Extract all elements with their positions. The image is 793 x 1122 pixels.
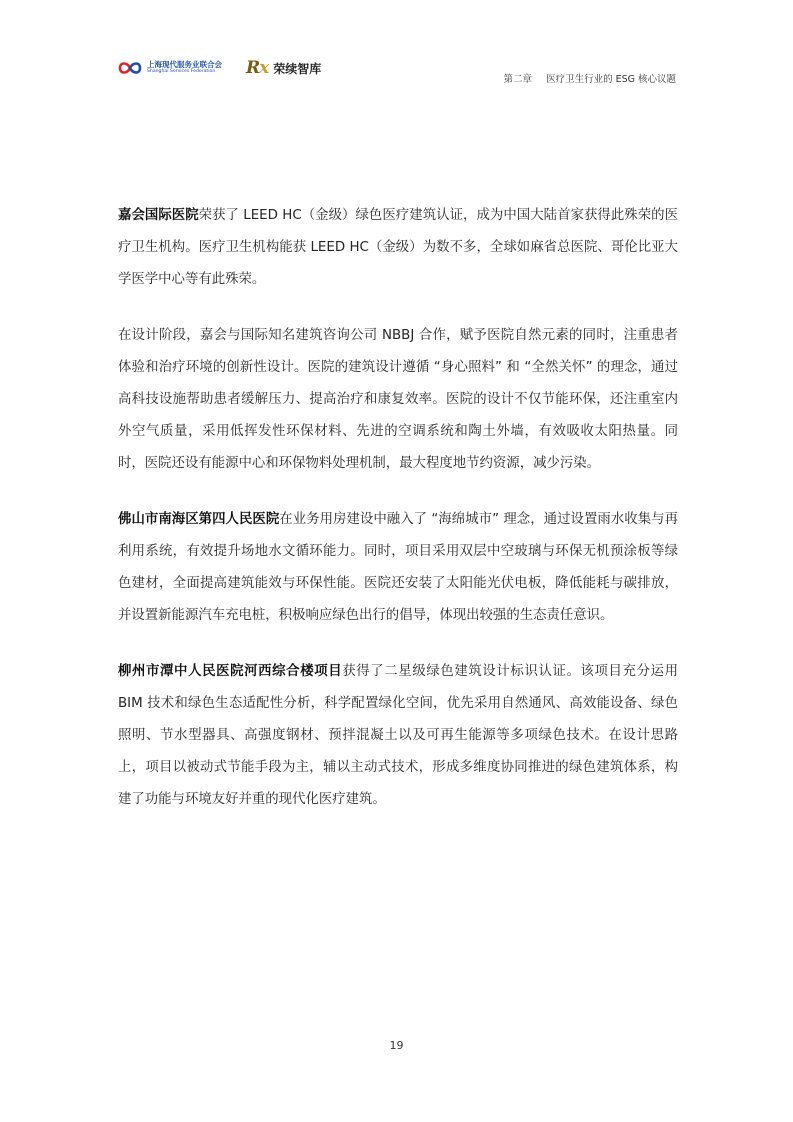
paragraph-liuzhou: [118, 656, 678, 816]
paragraph-design: [118, 320, 678, 480]
paragraph-body: 荣获了 LEED HC（金级）绿色医疗建筑认证，成为中国大陆首家获得此殊荣的医疗卫生机构。医疗卫生机构能获 LEED HC（金级）为数不多，全球如麻省总医院、哥伦比亚大学医学中心等有此殊荣。: [118, 208, 678, 287]
ssf-logo: [118, 60, 222, 76]
org-name-en: Shanghai Services Federation: [147, 68, 216, 74]
chapter-title: 医疗卫生行业的 ESG 核心议题: [546, 74, 676, 85]
rx-monogram-icon: [246, 60, 268, 77]
chapter-number: 第二章: [503, 74, 533, 85]
paragraph-lead: 柳州市潭中人民医院河西综合楼项目: [118, 664, 343, 679]
brand-name: 荣续智库: [273, 62, 322, 76]
paragraph-lead: 嘉会国际医院: [118, 208, 199, 223]
page-number: 19: [389, 1039, 404, 1052]
paragraph-body: 获得了二星级绿色建筑设计标识认证。该项目充分运用 BIM 技术和绿色生态适配性分析，科学配置绿化空间，优先采用自然通风、高效能设备、绿色照明、节水型器具、高强度钢材、预拌混凝土以及可再生能源等多项绿色技术。在设计思路上，项目以被动式节能手段为主，辅以主动式技术，形成多维度协同推进的绿色建筑体系，构建了功能与环境友好并重的现代化医疗建筑。: [118, 664, 678, 807]
org-name-cn: 上海现代服务业联合会: [147, 60, 222, 70]
paragraph-jiahui: [118, 200, 678, 296]
page-header: [118, 58, 676, 88]
body-content: [118, 200, 678, 840]
ssf-loops-icon: [118, 60, 142, 76]
brand-mark-x: x: [259, 58, 269, 78]
chapter-heading: [504, 71, 676, 85]
brand-mark-r: R: [246, 58, 260, 78]
paragraph-lead: 佛山市南海区第四人民医院: [118, 512, 280, 527]
paragraph-body: 在设计阶段，嘉会与国际知名建筑咨询公司 NBBJ 合作，赋予医院自然元素的同时，注重患者体验和治疗环境的创新性设计。医院的建筑设计遵循 “身心照料” 和 “全然关怀” 的理念，通过高科技设施帮助患者缓解压力、提高治疗和康复效率。医院的设计不仅节能环保，还注重室内外空气质量，采用低挥发性环保材料、先进的空调系统和陶土外墙，有效吸收太阳热量。同时，医院还设有能源中心和环保物料处理机制，最大程度地节约资源，减少污染。: [118, 328, 678, 471]
paragraph-foshan: [118, 504, 678, 632]
brand-logo: [246, 60, 321, 77]
paragraph-body: 在业务用房建设中融入了 “海绵城市” 理念，通过设置雨水收集与再利用系统，有效提升场地水文循环能力。同时，项目采用双层中空玻璃与环保无机预涂板等绿色建材，全面提高建筑能效与环保性能。医院还安装了太阳能光伏电板，降低能耗与碳排放，并设置新能源汽车充电桩，积极响应绿色出行的倡导，体现出较强的生态责任意识。: [118, 512, 679, 623]
